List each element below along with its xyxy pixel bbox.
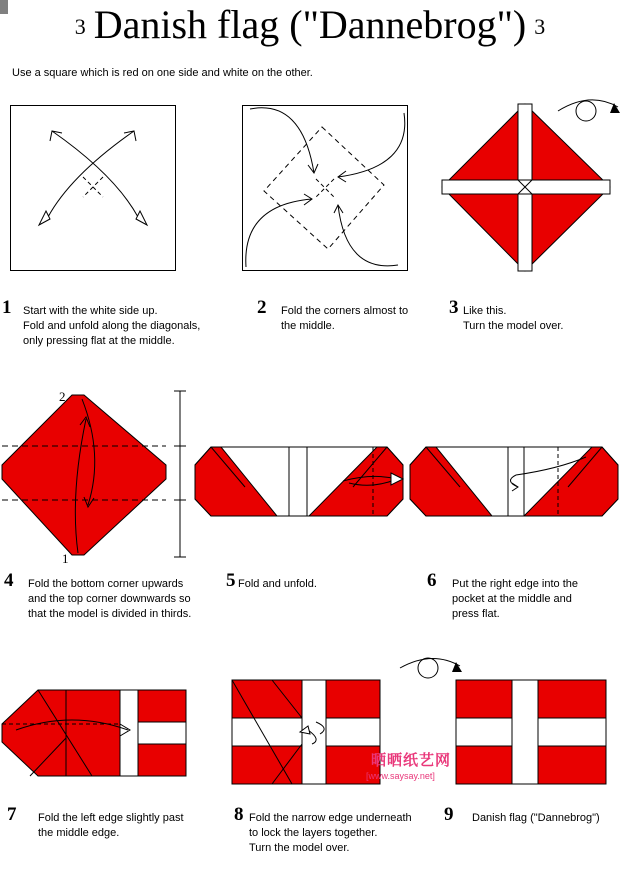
- watermark-url: [www.saysay.net]: [366, 771, 435, 781]
- step9-caption: Danish flag ("Dannebrog"): [472, 812, 600, 824]
- step1-number: 1: [2, 297, 12, 318]
- title-text: Danish flag ("Dannebrog"): [93, 2, 527, 47]
- step8-diagram: [230, 678, 385, 788]
- step1-diagram: [10, 105, 176, 271]
- watermark-brand: 晒晒纸艺网: [371, 752, 452, 769]
- step4-label-bottom: 1: [62, 551, 69, 566]
- step1-caption: Start with the white side up. Fold and unfold along the diagonals, only pressing flat at the middle.: [23, 305, 201, 347]
- step6-diagram: [408, 445, 620, 520]
- step8-caption: Fold the narrow edge underneath to lock the layers together. Turn the model over.: [249, 812, 412, 854]
- step4-diagram: [0, 385, 195, 570]
- step3-number: 3: [449, 297, 459, 318]
- step3-diagram: [440, 95, 620, 275]
- title-superscript-left: 3: [74, 14, 86, 39]
- page-title: [0, 0, 620, 50]
- step8-number: 8: [234, 804, 244, 825]
- step5-number: 5: [226, 570, 236, 591]
- step4-number: 4: [4, 570, 14, 591]
- title-superscript-right: 3: [534, 14, 546, 39]
- step9-number: 9: [444, 804, 454, 825]
- intro-text: Use a square which is red on one side and white on the other.: [12, 67, 313, 79]
- step4-caption: Fold the bottom corner upwards and the top corner downwards so that the model is divided in thirds.: [28, 578, 192, 620]
- step7-diagram: [2, 688, 190, 780]
- step6-caption: Put the right edge into the pocket at the middle and press flat.: [452, 578, 578, 620]
- step2-diagram: [242, 105, 408, 271]
- step2-number: 2: [257, 297, 267, 318]
- step5-caption: Fold and unfold.: [238, 578, 317, 590]
- step2-caption: Fold the corners almost to the middle.: [281, 305, 409, 332]
- step4-label-top: 2: [59, 389, 66, 404]
- step5-diagram: [193, 445, 408, 520]
- step7-caption: Fold the left edge slightly past the middle edge.: [38, 812, 184, 839]
- step7-number: 7: [7, 804, 17, 825]
- step6-number: 6: [427, 570, 437, 591]
- step3-caption: Like this. Turn the model over.: [463, 305, 564, 332]
